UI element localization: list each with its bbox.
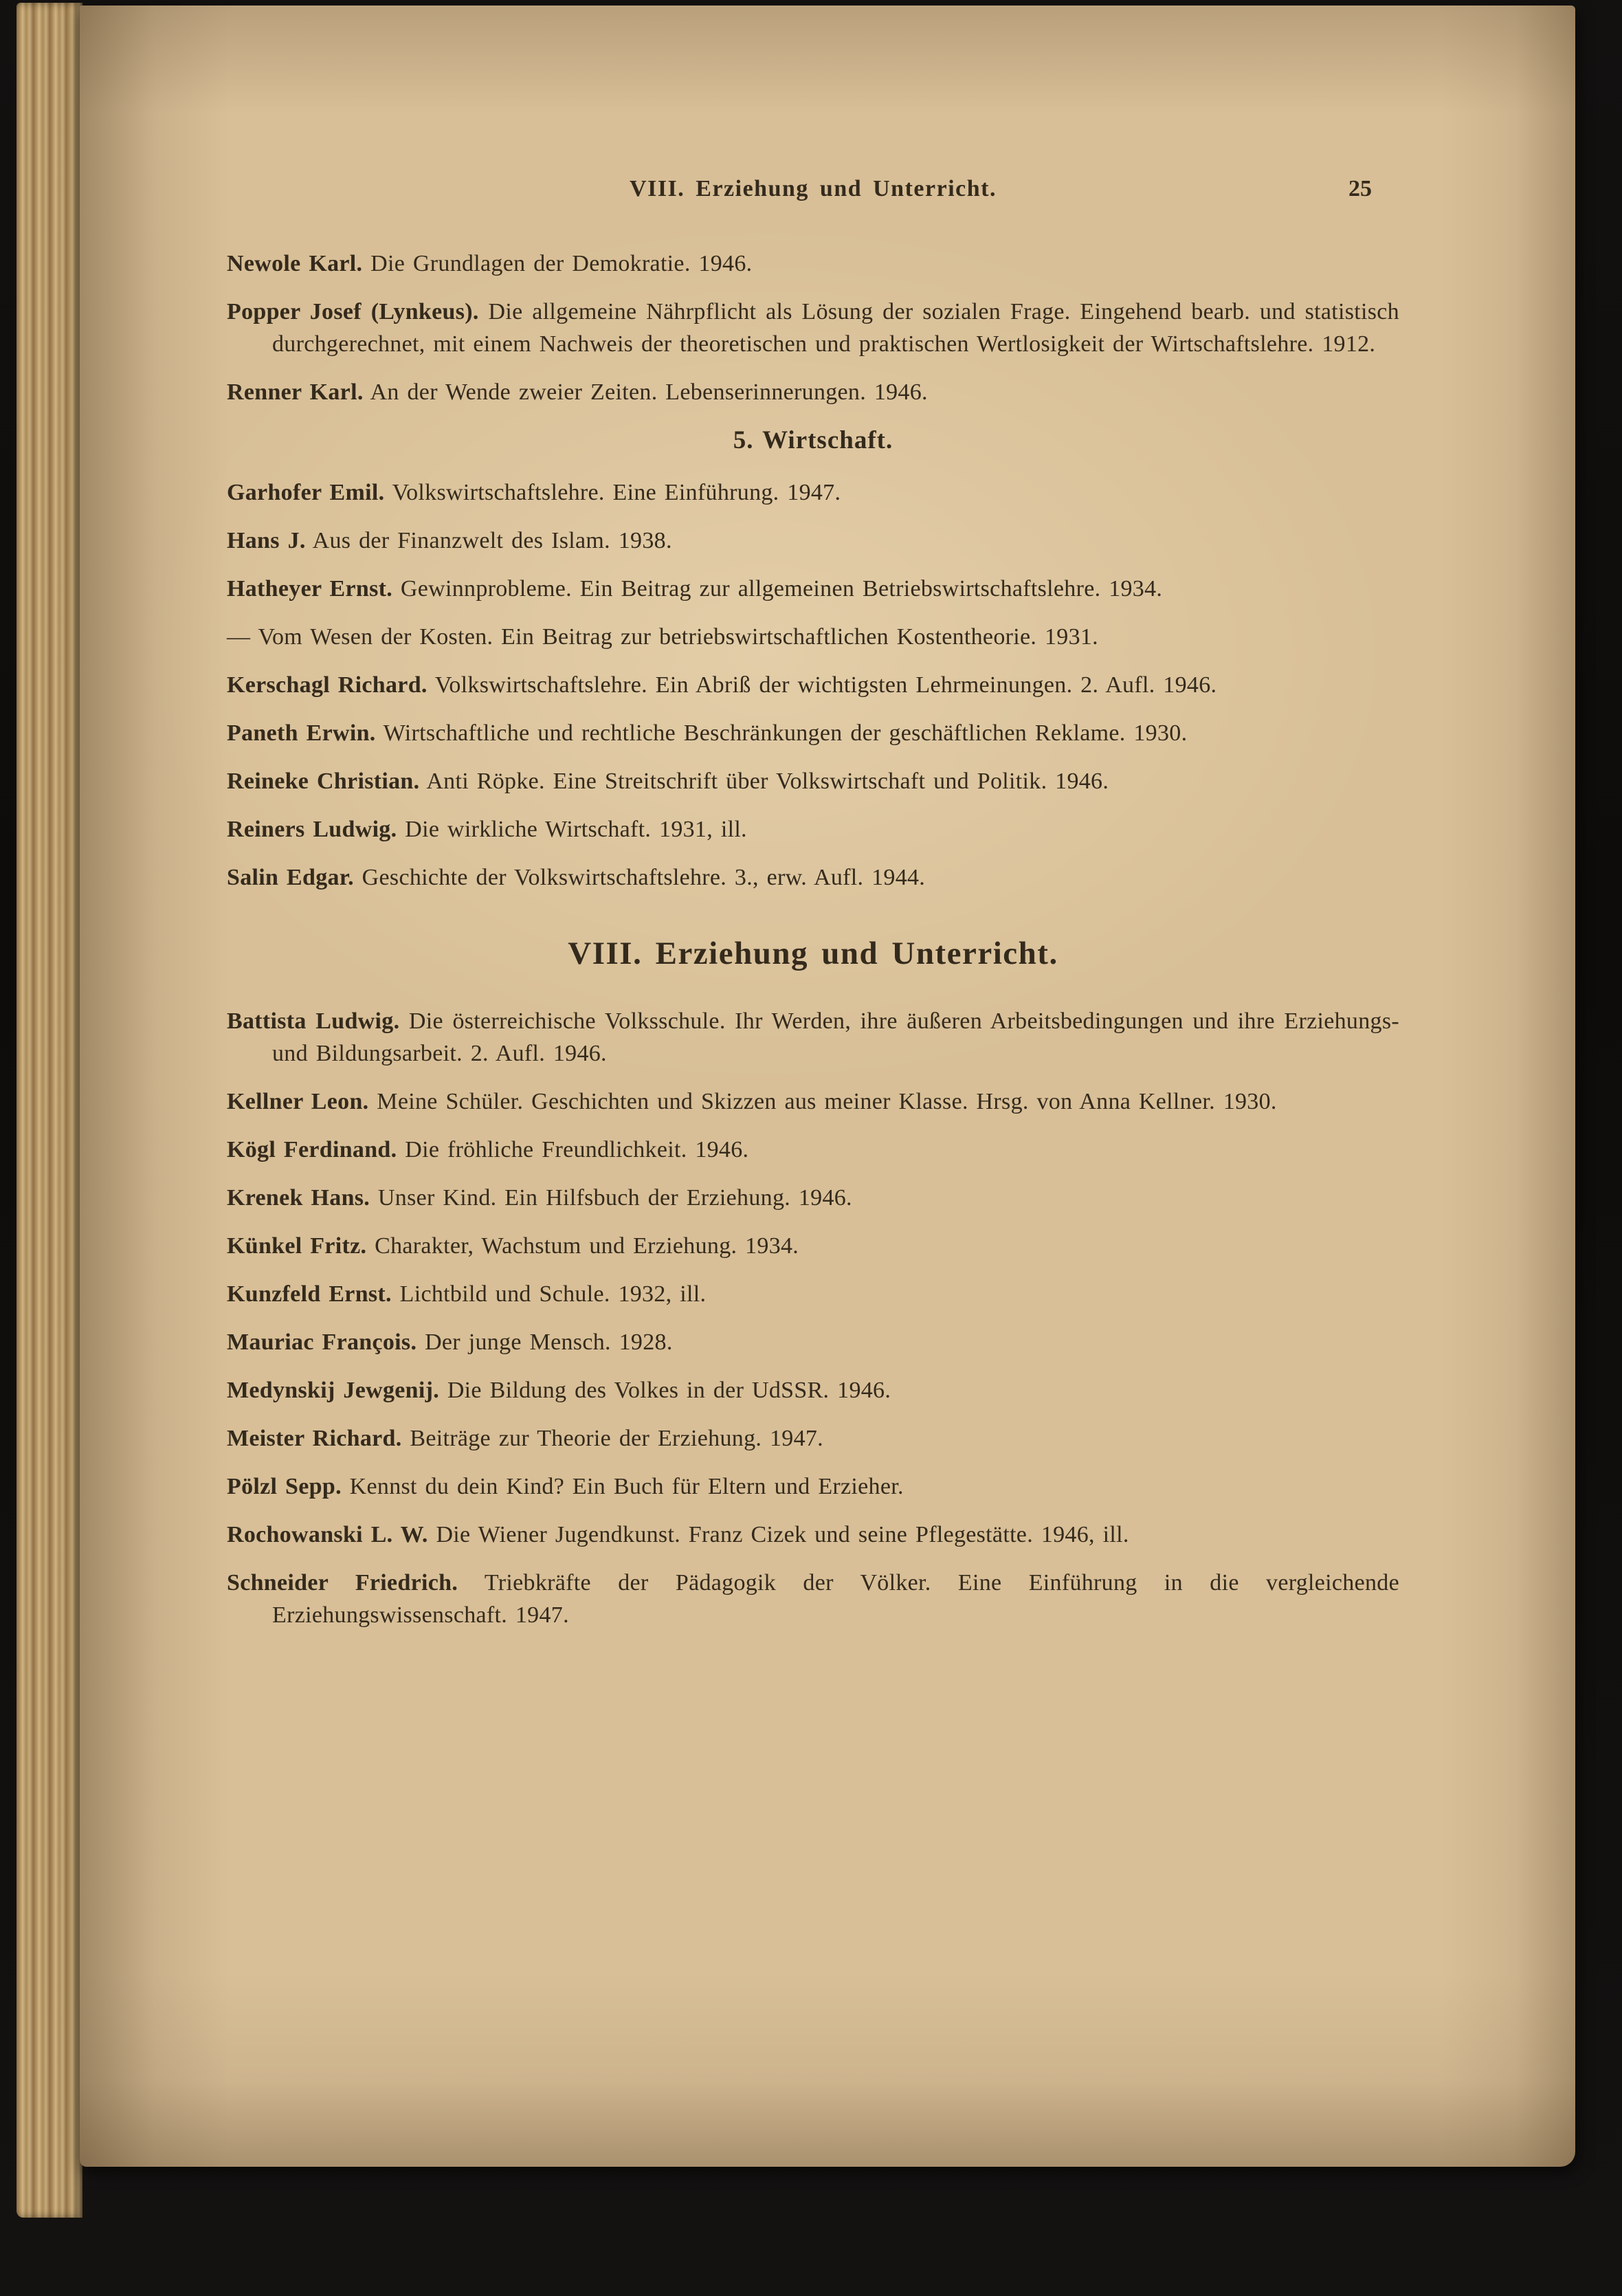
entry-author: Paneth Erwin. [227,720,376,746]
bibliography-entry [227,525,1399,557]
entry-text: Die österreichische Volksschule. Ihr Werden, ihre äußeren Arbeitsbedingungen und ihre Erziehungs- und Bildungsarbeit. 2. Aufl. 1946. [272,1008,1399,1066]
entry-text: — Vom Wesen der Kosten. Ein Beitrag zur betriebswirtschaftlichen Kostentheorie. 1931. [227,624,1098,650]
book-page [80,5,1575,2167]
bibliography-entry [227,476,1399,509]
bibliography-entry [227,669,1399,701]
bibliography-entry [227,376,1399,408]
section-heading: VIII. Erziehung und Unterricht. [568,936,1058,971]
entry-text: Beiträge zur Theorie der Erziehung. 1947. [401,1426,823,1451]
bibliography-entry [227,717,1399,749]
entry-author: Kunzfeld Ernst. [227,1281,392,1307]
entry-text: Meine Schüler. Geschichten und Skizzen aus meiner Klasse. Hrsg. von Anna Kellner. 1930. [368,1089,1277,1114]
bibliography-entry [227,1278,1399,1310]
entry-text: Unser Kind. Ein Hilfsbuch der Erziehung. 1946. [370,1185,852,1211]
entry-text: Die fröhliche Freundlichkeit. 1946. [397,1137,749,1162]
bibliography-entry [227,1134,1399,1166]
bibliography-entry [227,621,1399,653]
entry-author: Kellner Leon. [227,1089,369,1114]
entry-author: Schneider Friedrich. [227,1570,458,1596]
entry-text: Lichtbild und Schule. 1932, ill. [391,1281,707,1307]
running-header: VIII. Erziehung und Unterricht. [630,176,997,201]
entry-text: Geschichte der Volkswirtschaftslehre. 3., erw. Aufl. 1944. [353,865,926,890]
entry-text: Kennst du dein Kind? Ein Buch für Eltern und Erzieher. [341,1474,904,1499]
page-stack-edges [16,3,82,2218]
entry-text: Die Grundlagen der Demokratie. 1946. [362,251,753,276]
entry-author: Reineke Christian. [227,769,420,794]
entry-author: Garhofer Emil. [227,480,385,505]
bibliography-entry [227,1470,1399,1503]
bibliography-entry [227,1567,1399,1631]
entry-text: Anti Röpke. Eine Streitschrift über Volkswirtschaft und Politik. 1946. [419,769,1109,794]
bibliography-entry [227,1326,1399,1358]
entry-author: Kögl Ferdinand. [227,1137,397,1162]
bibliography-entry [227,1422,1399,1455]
entry-text: Volkswirtschaftslehre. Eine Einführung. 1947. [384,480,841,505]
entry-text: Die allgemeine Nährpflicht als Lösung der sozialen Frage. Eingehend bearb. und statistisch durchgerechnet, mit einem Nachweis der theoretischen und praktischen Wertlosigkeit der Wirtschaftslehre. 1912. [272,299,1399,357]
entry-author: Salin Edgar. [227,865,354,890]
bibliography-entry [227,296,1399,360]
bibliography-entry [227,1519,1399,1551]
bibliography-entry [227,247,1399,280]
subsection-heading: 5. Wirtschaft. [733,426,893,454]
bibliography-entry [227,1182,1399,1214]
entry-author: Krenek Hans. [227,1185,370,1211]
entry-text: Die Wiener Jugendkunst. Franz Cizek und seine Pflegestätte. 1946, ill. [427,1522,1129,1547]
entry-author: Pölzl Sepp. [227,1474,342,1499]
bibliography-entry [227,1230,1399,1262]
page-header [227,176,1399,202]
entry-text: An der Wende zweier Zeiten. Lebenserinnerungen. 1946. [363,379,928,405]
entry-text: Gewinnprobleme. Ein Beitrag zur allgemeinen Betriebswirtschaftslehre. 1934. [392,576,1163,601]
entry-text: Die Bildung des Volkes in der UdSSR. 1946. [439,1378,891,1403]
entry-author: Reiners Ludwig. [227,817,397,842]
entry-author: Newole Karl. [227,251,363,276]
bibliography-entry [227,861,1399,894]
entry-author: Popper Josef (Lynkeus). [227,299,479,324]
bibliography-entry [227,1005,1399,1070]
entry-author: Medynskij Jewgenij. [227,1378,440,1403]
page-number: 25 [1348,176,1372,201]
entry-text: Triebkräfte der Pädagogik der Völker. Eine Einführung in die vergleichende Erziehungswissenschaft. 1947. [272,1570,1399,1628]
entry-author: Renner Karl. [227,379,364,405]
bibliography-entry [227,765,1399,797]
entry-author: Meister Richard. [227,1426,402,1451]
entry-author: Rochowanski L. W. [227,1522,428,1547]
entry-text: Charakter, Wachstum und Erziehung. 1934. [366,1233,799,1259]
entry-author: Battista Ludwig. [227,1008,400,1034]
bibliography-entry [227,573,1399,605]
entry-text: Aus der Finanzwelt des Islam. 1938. [305,528,672,553]
entry-author: Hatheyer Ernst. [227,576,393,601]
bibliography-entry [227,1085,1399,1118]
entry-text: Der junge Mensch. 1928. [416,1329,673,1355]
bibliography-entry [227,813,1399,846]
entry-author: Kerschagl Richard. [227,672,427,698]
entry-text: Die wirkliche Wirtschaft. 1931, ill. [397,817,747,842]
bibliography-entry [227,1374,1399,1406]
page-content [227,247,1399,1647]
entry-author: Hans J. [227,528,306,553]
entry-author: Mauriac François. [227,1329,417,1355]
entry-author: Künkel Fritz. [227,1233,367,1259]
entry-text: Volkswirtschaftslehre. Ein Abriß der wichtigsten Lehrmeinungen. 2. Aufl. 1946. [427,672,1217,698]
entry-text: Wirtschaftliche und rechtliche Beschränkungen der geschäftlichen Reklame. 1930. [375,720,1188,746]
